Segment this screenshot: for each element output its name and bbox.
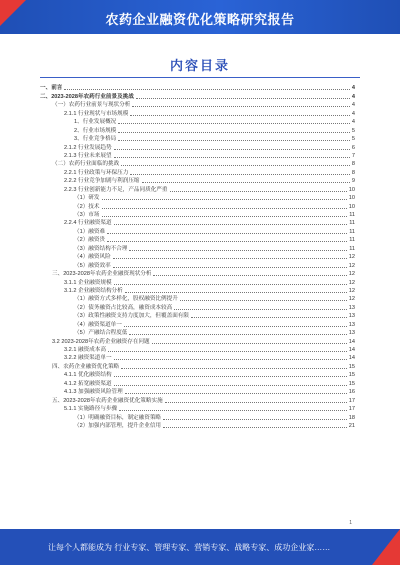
toc-leader-dots [118,140,350,141]
toc-entry-title: 4.1.1 优化融资结构 [64,372,112,379]
toc-leader-dots [132,106,350,107]
toc-entry[interactable] [40,303,355,311]
toc-entry[interactable] [40,92,355,100]
toc-entry-page: 16 [348,389,355,396]
toc-entry-page: 13 [348,321,355,328]
toc-entry-page: 13 [348,330,355,337]
toc-entry-title: 2.1.2 行业发展趋势 [64,144,112,151]
toc-leader-dots [102,208,347,209]
toc-entry[interactable] [40,287,355,295]
toc-leader-dots [180,300,347,301]
toc-entry[interactable] [40,354,355,362]
toc-entry-title: 2.2.4 行业融资渠道 [64,220,112,227]
toc-entry[interactable] [40,253,355,261]
toc-entry-title: 3.1.1 企业融资规模 [64,279,112,286]
toc-leader-dots [125,393,347,394]
footer-slogan: 让每个人都能成为 行业专家、管理专家、营销专家、战略专家、成功企业家…… [48,543,331,552]
toc-leader-dots [142,182,350,183]
toc-entry-title: （4）融资渠道单一 [74,321,122,328]
toc-leader-dots [152,343,347,344]
toc-entry-title: （4）融资风险 [74,254,111,261]
toc-entry-page: 4 [351,102,355,109]
toc-entry-page: 12 [348,287,355,294]
toc-entry-page: 12 [348,296,355,303]
toc-leader-dots [125,292,347,293]
toc-entry-page: 11 [349,245,355,252]
toc-entry[interactable] [40,211,355,219]
toc-leader-dots [119,410,347,411]
toc-entry-title: 2.2.2 行业竞争加剧与利润压缩 [64,178,140,185]
toc-entry-title: 2.2.1 行业政策与环保压力 [64,169,129,176]
toc-entry[interactable] [40,135,355,143]
report-title: 农药企业融资优化策略研究报告 [105,12,295,27]
toc-entry[interactable] [40,152,355,160]
toc-entry[interactable] [40,160,355,168]
toc-entry[interactable] [40,346,355,354]
toc-entry-title: 4.1.2 拓宽融资渠道 [64,380,112,387]
toc-entry-page: 4 [351,85,355,92]
toc-entry[interactable] [40,143,355,151]
toc-entry-page: 8 [351,169,355,176]
toc-entry-page: 11 [349,237,355,244]
toc-entry-title: （2）技术 [74,203,100,210]
report-header [0,0,400,34]
toc-entry-page: 9 [351,178,355,185]
toc-entry-page: 5 [351,127,355,134]
toc-entry-page: 18 [348,414,355,421]
toc-entry-page: 10 [348,195,355,202]
toc-entry-title: （2）债务融资占比较高，融资成本较高 [74,304,173,311]
toc-leader-dots [107,241,347,242]
toc-title: 内容目录 [169,58,230,73]
toc-entry[interactable] [40,168,355,176]
toc-entry-page: 14 [348,355,355,362]
toc-leader-dots [113,258,347,259]
toc-entry-page: 15 [348,372,355,379]
toc-entry-page: 15 [348,380,355,387]
toc-leader-dots [114,224,348,225]
toc-entry[interactable] [40,177,355,185]
toc-entry[interactable] [40,405,355,413]
toc-leader-dots [191,317,347,318]
toc-entry-title: （2）融资贵 [74,237,106,244]
toc-entry-page: 10 [348,186,355,193]
toc-leader-dots [114,385,347,386]
toc-entry-title: （一）农药行业前景与现状分析 [52,102,131,109]
toc-entry[interactable] [40,202,355,210]
toc-leader-dots [163,419,347,420]
toc-entry[interactable] [40,227,355,235]
footer-banner [0,529,400,565]
toc-entry-page: 17 [348,397,355,404]
toc-leader-dots [121,368,347,369]
toc-leader-dots [114,157,350,158]
toc-leader-dots [130,115,350,116]
toc-entry-title: 四、农药企业融资优化策略 [52,363,120,370]
toc-entry[interactable] [40,236,355,244]
toc-entry-title: （1）明确融资目标，制定融资策略 [74,414,162,421]
toc-entry-page: 7 [351,152,355,159]
toc-leader-dots [108,351,347,352]
toc-entry[interactable] [40,362,355,370]
toc-entry-title: （5）产融结合程度低 [74,330,128,337]
table-of-contents [40,84,355,430]
toc-leader-dots [130,174,350,175]
toc-entry-page: 8 [351,161,355,168]
toc-entry-page: 14 [348,338,355,345]
toc-leader-dots [64,89,349,90]
toc-entry-page: 4 [351,93,355,100]
toc-entry-title: （2）加强内部管理，提升企业信用 [74,422,162,429]
toc-leader-dots [118,123,350,124]
toc-entry[interactable] [40,320,355,328]
toc-leader-dots [107,233,347,234]
toc-entry-title: 3.1.2 企业融资结构分析 [64,287,123,294]
toc-entry-page: 10 [348,203,355,210]
toc-entry-title: 三、2023-2028年农药企业融资现状分析 [52,271,152,278]
toc-entry-title: 1、行业发展概况 [74,119,117,126]
toc-entry-title: 2、行业市场规模 [74,127,117,134]
toc-entry-title: 一、前言 [40,85,63,92]
toc-leader-dots [165,402,347,403]
toc-entry-title: （5）融资效率 [74,262,111,269]
toc-leader-dots [121,165,350,166]
toc-leader-dots [102,199,347,200]
page-number: 1 [349,520,352,526]
toc-entry[interactable] [40,219,355,227]
toc-entry-page: 21 [348,422,355,429]
toc-entry-title: （1）融资难 [74,228,106,235]
toc-entry-page: 13 [348,313,355,320]
toc-leader-dots [170,191,347,192]
toc-leader-dots [153,275,346,276]
toc-entry[interactable] [40,278,355,286]
toc-entry-page: 11 [349,212,355,218]
toc-entry-title: 五、2023-2028年农药企业融资优化策略实施 [52,397,163,404]
toc-entry-title: （3）融资结构不合理 [74,245,128,252]
toc-entry[interactable] [40,329,355,337]
toc-leader-dots [174,309,347,310]
toc-entry-page: 6 [351,144,355,151]
toc-entry[interactable] [40,337,355,345]
toc-entry-page: 12 [348,262,355,269]
toc-entry-title: 4.1.3 加强融资风险管理 [64,389,123,396]
toc-leader-dots [163,427,347,428]
toc-entry[interactable] [40,118,355,126]
toc-entry[interactable] [40,379,355,387]
toc-entry[interactable] [40,126,355,134]
toc-entry-title: （二）农药行业面临的挑战 [52,161,120,168]
toc-entry-title: 2.1.3 行业未来展望 [64,152,112,159]
toc-entry-page: 11 [349,228,355,235]
toc-entry[interactable] [40,388,355,396]
toc-leader-dots [102,216,348,217]
toc-entry-title: 2.2.3 行业创新能力不足，产品同质化严重 [64,186,168,193]
toc-leader-dots [114,149,350,150]
toc-entry[interactable] [40,295,355,303]
toc-entry-title: 二、2023-2028年农药行业前景及挑战 [40,93,134,100]
toc-entry[interactable] [40,413,355,421]
toc-entry-title: （1）研发 [74,195,100,202]
toc-entry-page: 12 [348,254,355,261]
toc-entry-title: （3）政策性融资支持力度加大，但覆盖面有限 [74,313,189,320]
toc-divider [40,77,360,78]
toc-entry-page: 12 [348,279,355,286]
toc-leader-dots [118,132,350,133]
toc-entry-title: 5.1.1 实施路径与步骤 [64,406,118,413]
toc-entry[interactable] [40,261,355,269]
toc-entry-page: 11 [349,220,355,227]
toc-entry-title: （1）融资方式多样化，股权融资比例提升 [74,296,178,303]
toc-entry-title: （3）市场 [74,212,100,218]
toc-leader-dots [124,326,347,327]
toc-entry[interactable] [40,109,355,117]
toc-entry-title: 3.2.1 融资成本高 [64,347,106,353]
toc-leader-dots [113,267,347,268]
toc-entry[interactable] [40,194,355,202]
toc-entry[interactable] [40,244,355,252]
toc-entry-page: 5 [351,136,355,143]
toc-entry-page: 13 [348,304,355,311]
toc-entry-title: 3.2 2023-2028年农药企业融资存在问题 [52,338,150,345]
toc-leader-dots [114,376,347,377]
toc-entry-page: 4 [351,110,355,117]
toc-entry[interactable] [40,422,355,430]
toc-leader-dots [114,284,347,285]
red-corner-accent-bottom [372,529,400,565]
toc-entry[interactable] [40,101,355,109]
toc-entry-title: 2.1.1 行业现状与市场规模 [64,110,129,117]
toc-leader-dots [114,359,347,360]
toc-leader-dots [136,98,350,99]
toc-leader-dots [129,334,346,335]
toc-entry-page: 12 [348,271,355,278]
toc-entry-page: 14 [348,347,355,353]
toc-entry[interactable] [40,312,355,320]
toc-entry-page: 17 [348,406,355,413]
toc-leader-dots [129,250,347,251]
toc-entry-page: 15 [348,363,355,370]
toc-entry-title: 3、行业竞争格局 [74,136,117,143]
toc-entry[interactable] [40,185,355,193]
toc-entry-page: 4 [351,119,355,126]
toc-entry[interactable] [40,371,355,379]
toc-entry[interactable] [40,396,355,404]
toc-entry[interactable] [40,84,355,92]
toc-entry[interactable] [40,270,355,278]
toc-entry-title: 3.2.2 融资渠道单一 [64,355,112,362]
